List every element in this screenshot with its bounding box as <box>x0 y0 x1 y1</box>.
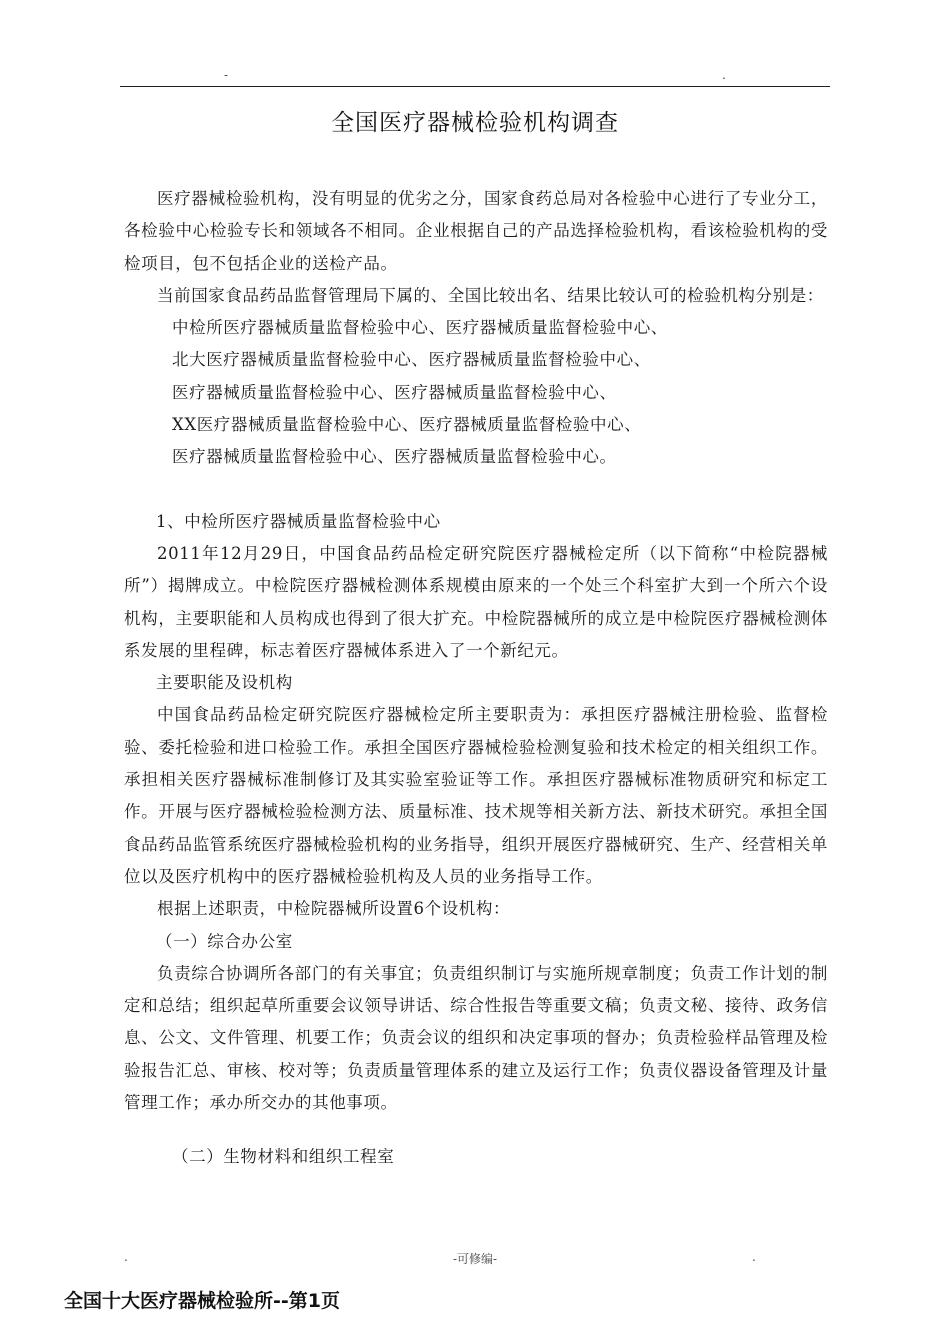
sub-heading-functions: 主要职能及设机构 <box>156 673 293 693</box>
section-heading-1: 1、中检所医疗器械质量监督检验中心 <box>156 511 441 531</box>
footer-center-text: -可修编- <box>452 1252 498 1266</box>
header-rule <box>120 86 830 87</box>
institution-line-3: 医疗器械质量监督检验中心、医疗器械质量监督检验中心、 <box>172 382 617 402</box>
intro-paragraph-1: 医疗器械检验机构，没有明显的优劣之分，国家食药总局对各检验中心进行了专业分工，各检验中心检验专长和领域各不相同。企业根据自己的产品选择检验机构，看该检验机构的受检项目，包不包括企业的送检产品。 <box>124 189 828 273</box>
section1-paragraph-1: 2011年12月29日，中国食品药品检定研究院医疗器械检定所（以下简称“中检院器械所”）揭牌成立。中检院医疗器械检测体系规模由原来的一个处三个科室扩大到一个所六个设机构，主要职能和人员构成也得到了很大扩充。中检院器械所的成立是中检院医疗器械检测体系发展的里程碑，标志着医疗器械体系进入了一个新纪元。 <box>124 543 828 660</box>
section1-paragraph-2: 中国食品药品检定研究院医疗器械检定所主要职责为：承担医疗器械注册检验、监督检验、委托检验和进口检验工作。承担全国医疗器械检验检测复验和技术检定的相关组织工作。承担相关医疗器械标准制修订及其实验室验证等工作。承担医疗器械标准物质研究和标定工作。开展与医疗器械检验检测方法、质量标准、技术规等相关新方法、新技术研究。承担全国食品药品监管系统医疗器械检验机构的业务指导，组织开展医疗器械研究、生产、经营相关单位以及医疗机构中的医疗器械检验机构及人员的业务指导工作。 <box>124 705 828 886</box>
footer-right-mark: . <box>752 1250 756 1264</box>
institution-line-1: 中检所医疗器械质量监督检验中心、医疗器械质量监督检验中心、 <box>172 318 668 338</box>
office1-description: 负责综合协调所各部门的有关事宜；负责组织制订与实施所规章制度；负责工作计划的制定和总结；组织起草所重要会议领导讲话、综合性报告等重要文稿；负责文秘、接待、政务信息、公文、文件管理、机要工作；负责会议的组织和决定事项的督办；负责检验样品管理及检验报告汇总、审核、校对等；负责质量管理体系的建立及运行工作；负责仪器设备管理及计量管理工作；承办所交办的其他事项。 <box>124 963 828 1113</box>
spacer <box>124 474 828 506</box>
institution-line-2: 北大医疗器械质量监督检验中心、医疗器械质量监督检验中心、 <box>172 350 651 370</box>
intro-paragraph-2: 当前国家食品药品监督管理局下属的、全国比较出名、结果比较认可的检验机构分别是： <box>157 285 824 305</box>
document-body <box>124 183 828 1174</box>
page-title: 全国医疗器械检验机构调查 <box>331 110 619 136</box>
office-heading-2: （二）生物材料和组织工程室 <box>172 1147 395 1167</box>
header-right-mark: . <box>722 68 726 82</box>
institution-line-4: XX医疗器械质量监督检验中心、医疗器械质量监督检验中心、 <box>172 415 642 435</box>
section1-paragraph-3: 根据上述职责，中检院器械所设置6个设机构： <box>157 899 511 919</box>
page-caption: 全国十大医疗器械检验所--第1页 <box>64 1290 340 1312</box>
footer-left-mark: . <box>124 1250 128 1264</box>
institution-line-5: 医疗器械质量监督检验中心、医疗器械质量监督检验中心。 <box>172 447 617 467</box>
office-heading-1: （一）综合办公室 <box>156 931 293 951</box>
header-left-mark: - <box>224 68 229 82</box>
